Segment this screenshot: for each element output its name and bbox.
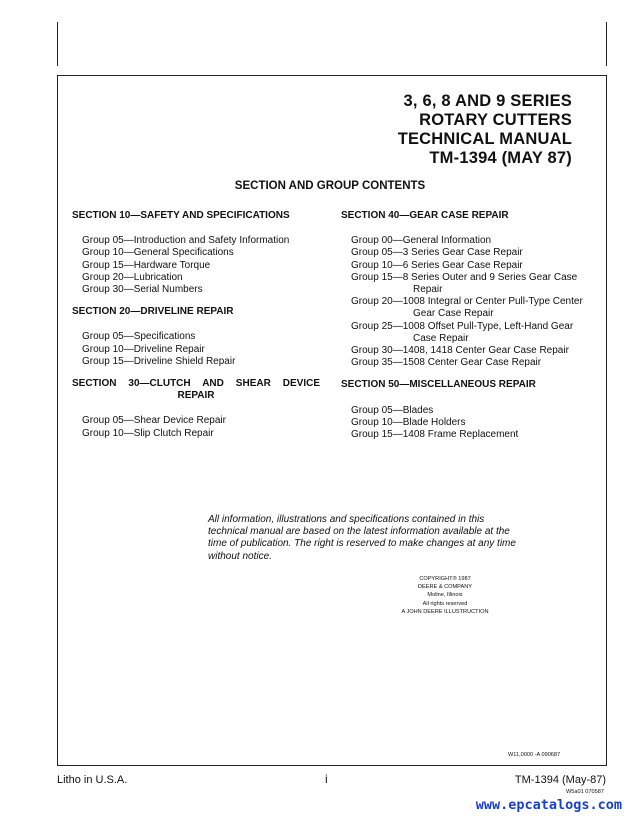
frame-left-border [57,75,58,766]
left-column [72,210,322,450]
group-item: Group 15—1408 Frame Replacement [351,429,519,441]
watermark-link[interactable]: www.epcatalogs.com [475,797,622,813]
group-item: Group 15—Hardware Torque [82,259,211,271]
section-heading: SECTION 30—CLUTCH AND SHEAR DEVICE REPAIR [72,378,320,402]
contents-heading: SECTION AND GROUP CONTENTS [234,180,426,192]
frame-bottom-border [57,765,607,766]
group-item-continued: Case Repair [413,332,469,344]
group-item: Group 05—Blades [351,404,434,416]
group-item: Group 05—Specifications [82,331,196,343]
footer-manual-id: TM-1394 (May-87) [514,774,606,786]
group-item: Group 10—6 Series Gear Case Repair [351,259,523,271]
section-heading: SECTION 10—SAFETY AND SPECIFICATIONS [72,210,290,221]
group-item: Group 10—Driveline Repair [82,343,205,355]
group-item: Group 35—1508 Center Gear Case Repair [351,357,542,369]
copyright-line: DEERE & COMPANY [418,584,472,591]
frame-right-border [606,75,607,766]
group-item: Group 25—1008 Offset Pull-Type, Left-Hand Gear [351,320,574,332]
group-item: Group 05—Shear Device Repair [82,415,226,427]
title-line: TECHNICAL MANUAL [397,130,572,148]
top-left-rule [57,22,58,66]
title-line: ROTARY CUTTERS [419,111,572,129]
top-right-rule [606,22,607,66]
manual-title [398,92,572,168]
section-20 [72,306,322,368]
copyright-line: All rights reserved [422,600,468,607]
group-item: Group 15—8 Series Outer and 9 Series Gear Case [351,271,578,283]
copyright-line: COPYRIGHT® 1987 [419,576,471,582]
group-item: Group 10—General Specifications [82,247,234,259]
disclaimer-notice: All information, illustrations and specifications contained in this technical manual are based on the latest information available at the time of publication. The right is reserved to make changes at any time without notice. [208,514,516,562]
page-number: i [325,772,328,786]
image-code: W11,0000 -A 090687 [508,752,561,758]
section-10 [72,210,322,296]
section-40 [341,210,601,369]
section-heading: SECTION 40—GEAR CASE REPAIR [341,210,509,221]
group-item: Group 20—Lubrication [82,271,183,283]
footer-litho: Litho in U.S.A. [57,774,128,786]
copyright-line: Moline, Illinois [427,592,463,599]
group-item-continued: Repair [413,284,443,296]
group-item: Group 30—1408, 1418 Center Gear Case Repair [351,345,569,357]
group-item-continued: Gear Case Repair [413,308,494,320]
copyright-line: A JOHN DEERE ILLUSTRUCTION [401,608,489,615]
footer-code: W5a01 070587 [566,789,604,795]
right-column [341,210,601,451]
section-heading: SECTION 20—DRIVELINE REPAIR [72,306,234,318]
group-item: Group 30—Serial Numbers [82,284,203,296]
copyright-block [370,575,520,616]
section-30 [72,378,322,440]
frame-top-border [57,75,607,76]
section-50 [341,379,601,441]
section-heading: SECTION 50—MISCELLANEOUS REPAIR [341,379,536,391]
group-item: Group 20—1008 Integral or Center Pull-Type Center [351,296,583,308]
title-line: 3, 6, 8 AND 9 SERIES [403,92,572,110]
group-item: Group 05—Introduction and Safety Information [82,235,290,247]
group-item: Group 10—Blade Holders [351,416,466,428]
group-item: Group 05—3 Series Gear Case Repair [351,247,523,259]
group-item: Group 00—General Information [351,235,492,247]
title-line: TM-1394 (MAY 87) [429,149,572,167]
group-item: Group 10—Slip Clutch Repair [82,427,214,439]
group-item: Group 15—Driveline Shield Repair [82,355,236,367]
